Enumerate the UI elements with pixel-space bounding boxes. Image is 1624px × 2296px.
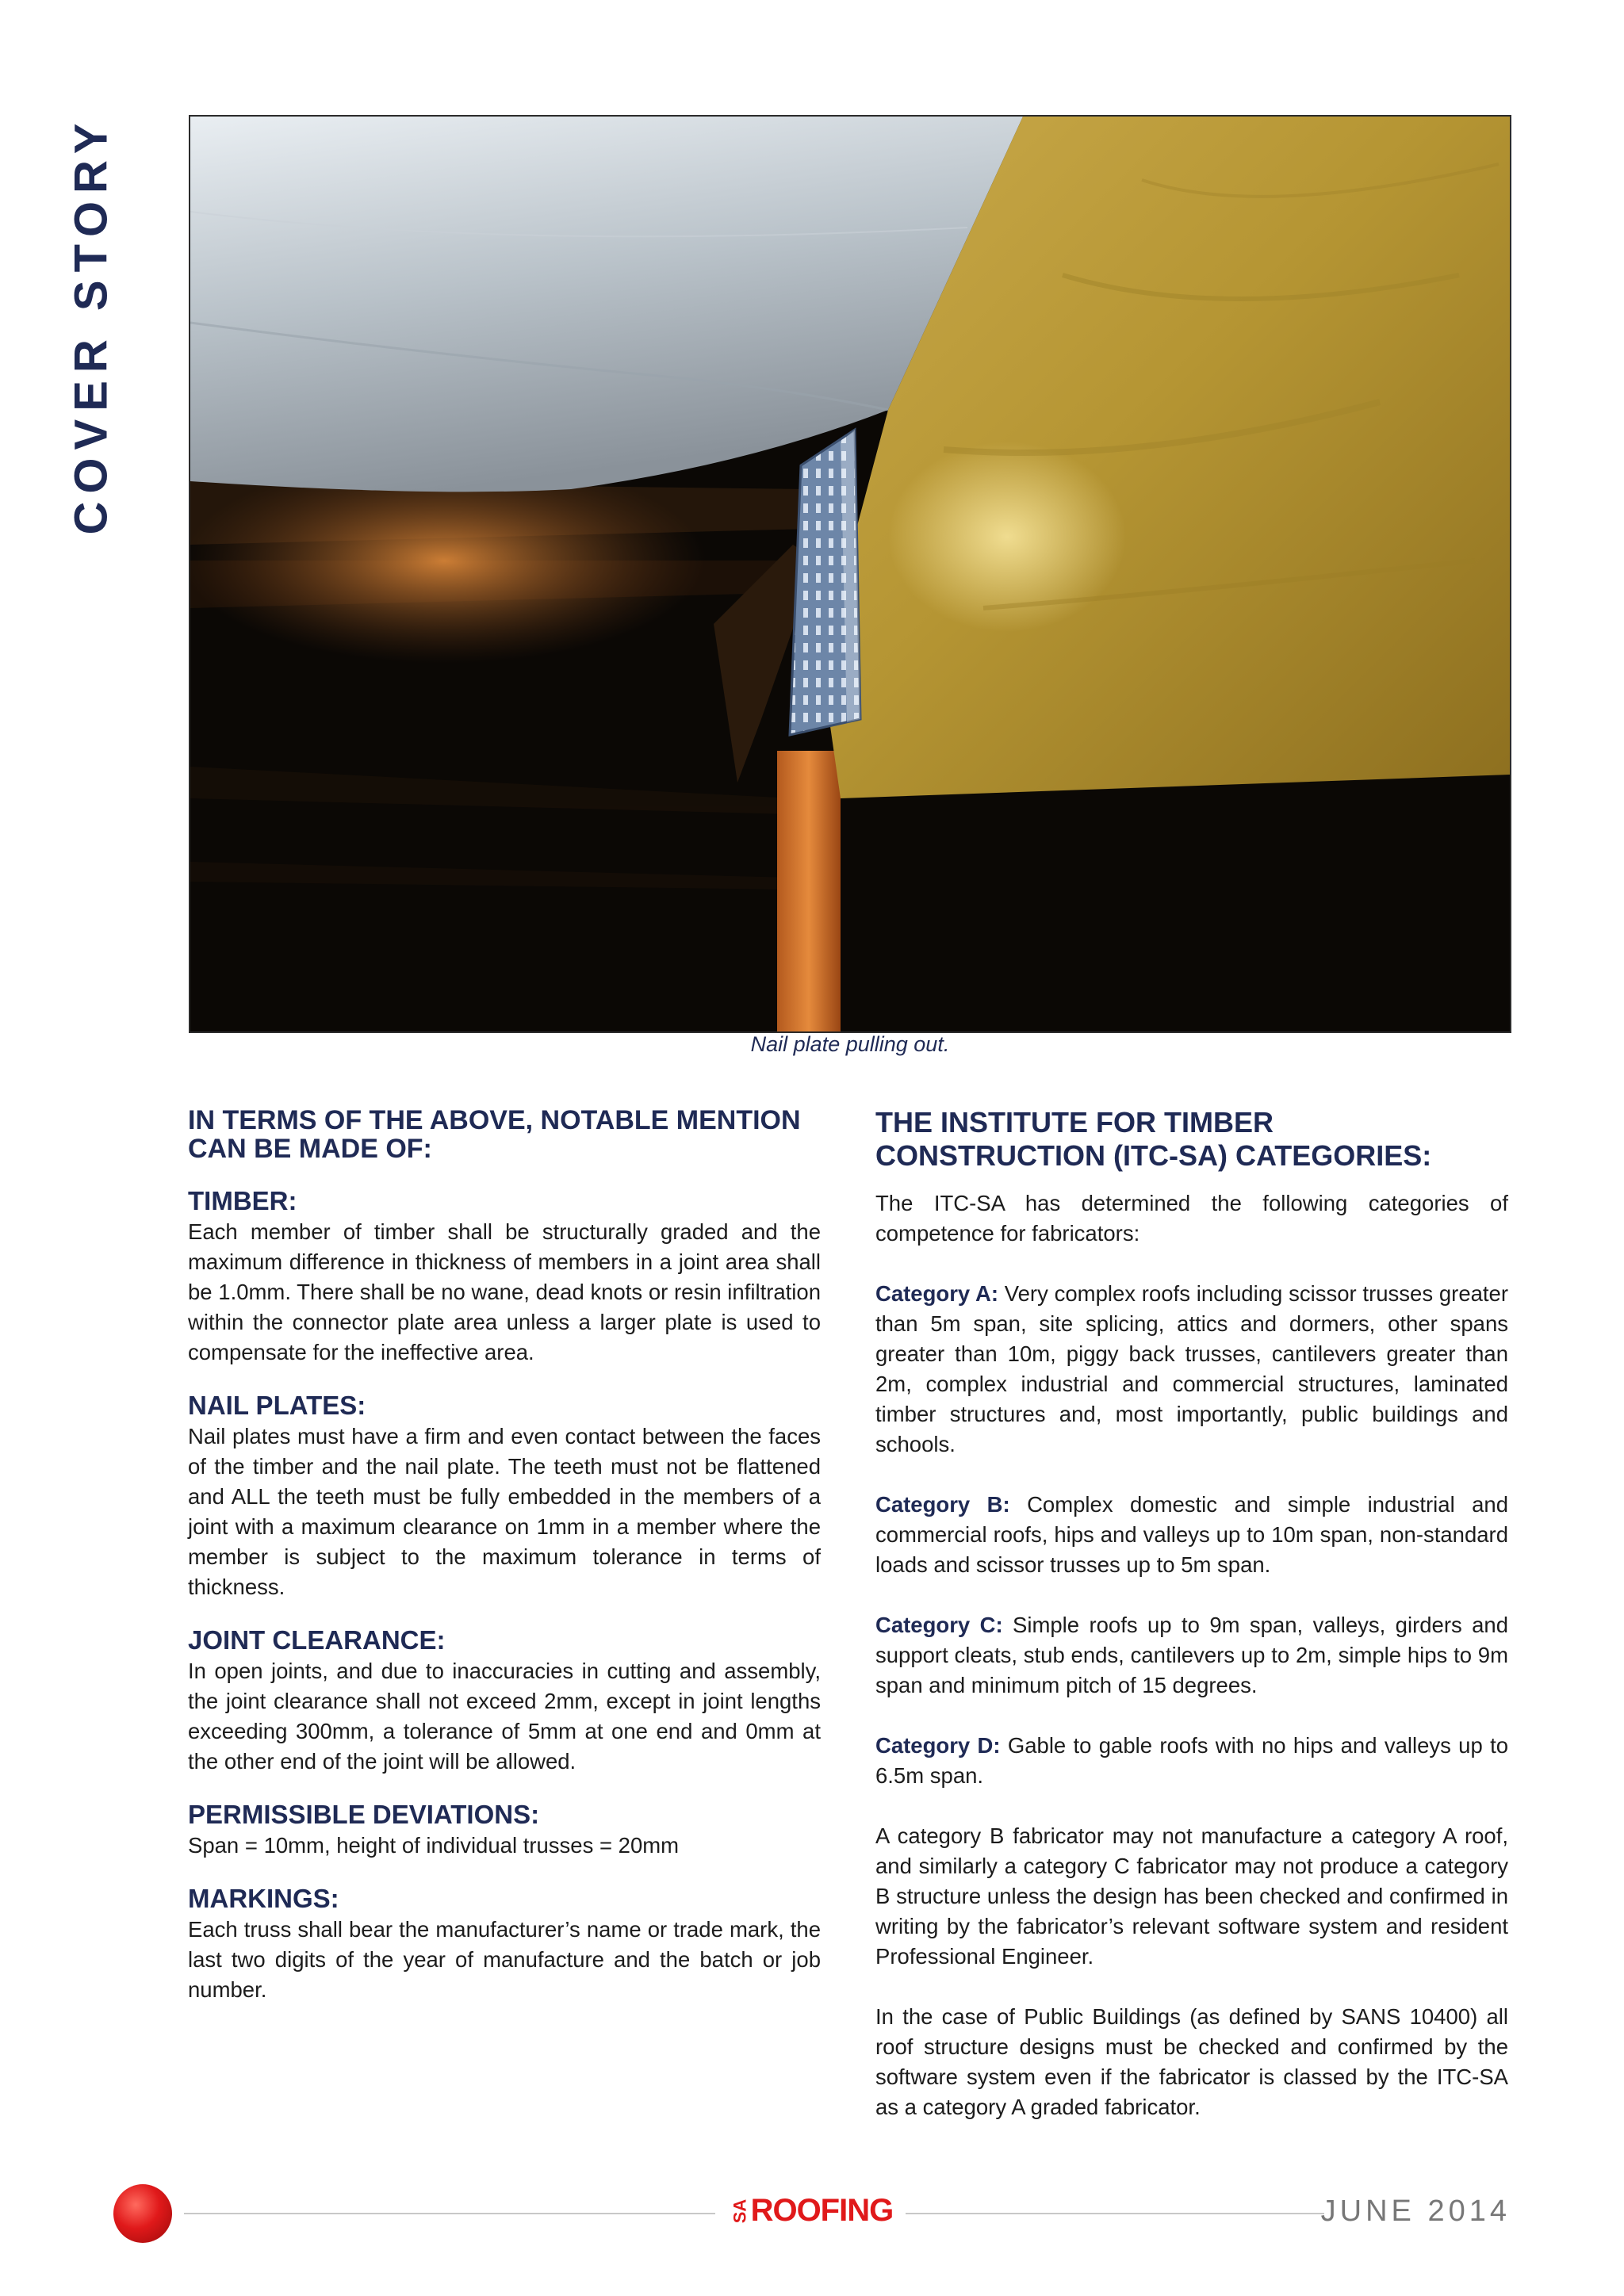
intro-paragraph: The ITC-SA has determined the following categories of competence for fabricators: — [875, 1191, 1508, 1246]
category-text: Simple roofs up to 9m span, valleys, girders and support cleats, stub ends, cantilevers up to 2m, simple hips to 9m span and minimum pitch of 15 degrees. — [875, 1613, 1509, 1697]
section-joint-clearance — [188, 1624, 821, 1777]
footer-rule-left — [184, 2213, 715, 2214]
issue-date: JUNE 2014 — [1320, 2195, 1511, 2228]
category-text: Very complex roofs including scissor trusses greater than 5m span, site splicing, attics and dormers, other spans greater than 10m, piggy back trusses, cantilevers greater than 2m, complex industrial and commercial structures, laminated timber structures and, most importantly, public buildings and schools. — [875, 1281, 1508, 1456]
category-c-paragraph — [875, 1610, 1508, 1701]
right-column-heading: THE INSTITUTE FOR TIMBER CONSTRUCTION (ITC-SA) CATEGORIES: — [875, 1106, 1432, 1172]
section-body: Each truss shall bear the manufacturer’s name or trade mark, the last two digits of the year of manufacture and the batch or job number. — [188, 1917, 821, 2002]
category-text: Complex domestic and simple industrial and commercial roofs, hips and valleys up to 10m span, non-standard loads and scissor trusses up to 5m span. — [875, 1492, 1508, 1577]
photo-caption: Nail plate pulling out. — [750, 1032, 950, 1056]
category-a-paragraph — [875, 1279, 1508, 1460]
section-title: NAIL PLATES: — [188, 1391, 366, 1420]
section-title: MARKINGS: — [188, 1884, 339, 1913]
public-buildings-paragraph: In the case of Public Buildings (as defined by SANS 10400) all roof structure designs must be checked and confirmed by the software system even if the fabricator is classed by the ITC-SA as a category A graded fabricator. — [875, 2004, 1508, 2119]
roof-truss-photo — [190, 117, 1510, 1031]
logo-name: ROOFING — [750, 2193, 894, 2228]
category-label: Category A: — [875, 1281, 998, 1306]
section-label — [59, 115, 123, 535]
section-markings — [188, 1883, 821, 2005]
section-title: JOINT CLEARANCE: — [188, 1625, 446, 1655]
category-text: Gable to gable roofs with no hips and valleys up to 6.5m span. — [875, 1733, 1509, 1788]
section-title: TIMBER: — [188, 1186, 297, 1215]
category-d-paragraph — [875, 1731, 1508, 1791]
category-label: Category D: — [875, 1733, 1001, 1758]
right-column — [875, 1106, 1508, 2122]
section-body: Span = 10mm, height of individual trusses = 20mm — [188, 1833, 680, 1858]
section-nail-plates — [188, 1390, 821, 1602]
section-title: PERMISSIBLE DEVIATIONS: — [188, 1800, 540, 1829]
category-b-paragraph — [875, 1490, 1508, 1580]
footer-rule-right — [906, 2213, 1324, 2214]
category-label: Category B: — [875, 1492, 1010, 1517]
left-column — [188, 1106, 821, 2005]
section-label-text: COVER STORY — [65, 115, 117, 535]
logo-prefix: SA — [730, 2198, 750, 2223]
page-footer — [0, 2180, 1624, 2244]
section-body: In open joints, and due to inaccuracies in cutting and assembly, the joint clearance shall not exceed 2mm, except in joint lengths exceeding 300mm, a tolerance of 5mm at one end and 0mm at the other end of the joint will be allowed. — [188, 1659, 821, 1774]
left-column-heading: IN TERMS OF THE ABOVE, NOTABLE MENTION CAN BE MADE OF: — [188, 1105, 801, 1164]
red-circle-icon — [113, 2184, 172, 2243]
category-label: Category C: — [875, 1613, 1003, 1637]
section-body: Each member of timber shall be structurally graded and the maximum difference in thickness of members in a joint area shall be 1.0mm. There shall be no wane, dead knots or resin infiltration within the connector plate area unless a larger plate is used to compensate for the ineffective area. — [188, 1219, 821, 1364]
section-body: Nail plates must have a firm and even contact between the faces of the timber and the nail plate. The teeth must not be flattened and ALL the teeth must be fully embedded in the members of a joint with a maximum clearance on 1mm in a member where the member is subject to the maximum tolerance in terms of thickness. — [188, 1424, 821, 1599]
section-permissible-deviations — [188, 1799, 821, 1861]
magazine-logo — [728, 2193, 893, 2229]
cover-photo — [189, 115, 1511, 1033]
section-timber — [188, 1185, 821, 1368]
fabricator-paragraph: A category B fabricator may not manufacture a category A roof, and similarly a category C fabricator may not produce a category B structure unless the design has been checked and confirmed in writing by the fabricator’s relevant software system and resident Professional Engineer. — [875, 1823, 1508, 1969]
